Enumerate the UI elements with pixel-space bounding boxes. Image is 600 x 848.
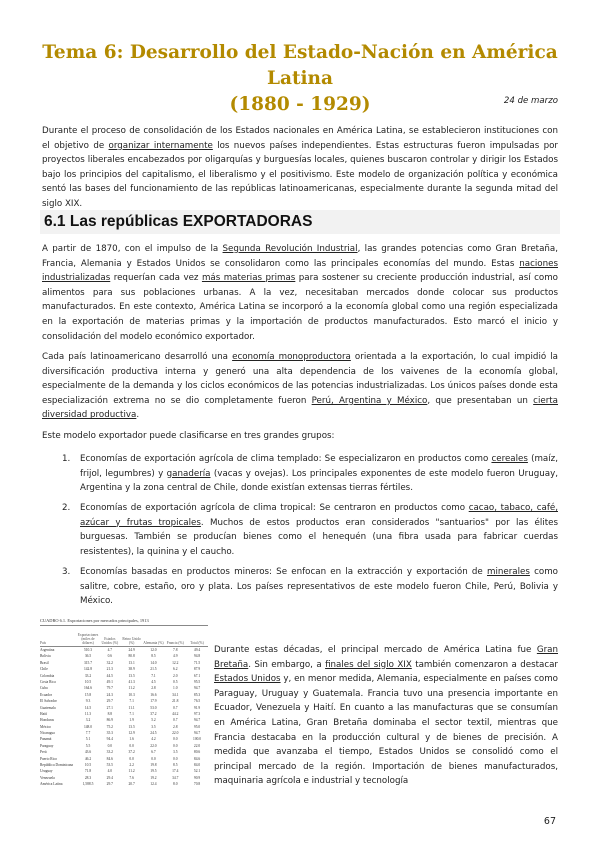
table-cell: 94.7: [193, 718, 201, 723]
table-cell: Puerto Rico: [40, 756, 58, 761]
table-cell: 21.3: [106, 667, 113, 672]
table-cell: 84.6: [193, 756, 201, 761]
table-cell: 43.6: [84, 750, 92, 755]
table-cell: 53.5: [106, 763, 113, 768]
table-cell: 2.0: [173, 673, 178, 678]
table-cell: 3.5: [173, 750, 178, 755]
table-cell: 12.2: [172, 660, 179, 665]
table-cell: 76.5: [193, 699, 201, 704]
table-cell: 80.6: [193, 750, 201, 755]
table-cell: Honduras: [40, 718, 54, 723]
table-cell: 6.2: [173, 667, 178, 672]
table-caption: CUADRO 6.1. Exportaciones por mercados principales, 1913: [40, 618, 149, 623]
table-cell: 4.2: [151, 737, 156, 742]
table-cell: 20.7: [128, 782, 135, 787]
table-cell: 70.8: [193, 782, 201, 787]
document-page: Tema 6: Desarrollo del Estado-Nación en América Latina (1880 - 1929) 24 de marzo Durante el proceso de consolidación de los Estados nacionales en América Latina, se establecieron instituciones con el objetivo de organizar internamente los nuevos países independientes. Estas estructuras fueron impulsadas por proyectos liberales encabezados por oligarquías y burguesías locales, quienes buscaron controlar y dirigir los Estados bajo los principios del capitalismo, el liberalismo y el positivismo. Este modelo de organización política y económica sentó las bases del funcionamiento de las repúblicas latinoamericanas, especialmente durante la segunda mitad del siglo XIX. 6.1 Las repúblicas EXPORTADORAS A partir de 1870, con el impulso de la Segunda Revolución Industrial, las grandes potencias como Gran Bretaña, Francia, Alemania y Estados Unidos se consolidaron como las principales economías del mundo. Estas naciones industrializadas requerían cada vez más materias primas para sostener su creciente producción industrial, así como alimentos para sus poblaciones urbanas. A la vez, necesitaban mercados donde colocar sus productos manufacturados. En este contexto, América Latina se incorporó a la economía global como una región especializada en la exportación de materias primas y la importación de productos manufacturados. Esto marcó el inicio y consolidación del modelo económico exportador. Cada país latinoamericano desarrolló una economía monoproductora orientada a la exportación, lo cual impidió la diversificación productiva interna y generó una alta dependencia de los vaivenes de la economía global, especialmente de la demanda y los ciclos económicos de las potencias industrializadas. Los únicos países donde esta especialización extrema no se dio completamente fueron Perú, Argentina y México, que presentaban un cierta diversidad productiva. Este modelo exportador puede clasificarse en tres grandes grupos: 1. Economías de exportación agrícola de clima templado: Se especializaron en productos como cereales (maíz, frijol, legumbres) y ganadería (vacas y ovejas). Los principales exponentes de este modelo fueron Uruguay, Argentina y la zona central de Chile, donde existían extensas tierras fértiles. 2. Economías de exportación agrícola de clima tropical: Se centraron en productos como cacao, tabaco, café, azúcar y frutas tropicales. Muchos de estos productos eran considerados "santuarios" por las élites burguesas. También se producían bienes como el henequén (una fibra usada para fabricar cuerdas resistentes), la quinina y el caucho. 3. Economías basadas en productos mineros: Se enfocan en la extracción y exportación de minerales como salitre, cobre, estaño, oro y plata. Los países representativos de este modelo fueron Chile, Perú, Bolivia y México. CUADRO 6.1. Exportaciones por mercados principales, 1913 País Exportaciones (miles de dólares) Estados Unidos (%) Reino Unido (%) Alemania (%) Francia (%) Total (%) Argentina 510.3 4.7 24.9 12.0 7.8 49.4 Bolivia 36.5 0.6 80.8 8.5 4.9 94.8 Brasil 315.7 32.2 13.1 14.0 12.2 71.5 Chile 142.8 21.3 38.9 21.5 6.2 87.9 Colombia 33.2 44.5 13.5 7.1 2.0 67.1 Costa Rica 10.5 49.1 41.3 4.5 0.5 95.5 Cuba 164.6 79.7 11.2 2.8 1.0 94.7 Ecuador 15.8 24.3 10.3 16.6 34.1 85.3 El Salvador 9.3 29.7 7.1 17.9 21.8 76.5 Guatemala 14.5 27.1 11.1 53.0 0.7 91.9 Haití 11.3 8.8 7.1 37.2 44.2 97.3 Honduras 3.2 86.9 1.9 5.2 0.7 94.7 México 148.0 75.2 13.5 3.5 2.8 95.0 Nicaragua 7.7 35.3 12.9 24.5 22.0 94.7 Panamá 5.1 94.4 1.6 4.2 0.0 100.0 Paraguay 5.5 0.0 0.0 22.0 0.0 22.0 Perú 43.6 33.2 37.2 6.7 3.5 80.6 Puerto Rico 46.2 84.6 0.0 0.0 0.0 84.6 República Dominicana 10.5 53.5 2.2 19.8 8.5 84.0 Uruguay 71.8 4.0 11.2 19.5 17.4 52.1 Venezuela 28.3 29.4 7.6 19.2 34.7 90.9 América Latina 1,588.5 29.7 20.7 12.4 8.0 70.8 Durante estas décadas, el principal mercado de América Latina fue Gran Bretaña. Sin embargo, a finales del siglo XIX también comenzaron a destacar Estados Unidos y, en menor medida, Alemania, especialmente en países como Paraguay, Uruguay y Guatemala. Francia tuvo una presencia importante en Ecuador, Venezuela y Haití. En cuanto a las manufacturas que se consumían en América Latina, Gran Bretaña dominaba el sector textil, mientras que Francia destacaba en la producción cultural y de bienes de precisión. A medida que avanzaba el tiempo, Estados Unidos se consolidó como el principal mercado de la región. Importación de bienes manufacturados, maquinaria agrícola e industrial y tecnología 67: [0, 0, 600, 848]
table-cell: 28.3: [84, 775, 92, 780]
table-cell: 9.3: [85, 699, 91, 704]
table-cell: Paraguay: [40, 743, 54, 748]
intro-paragraph: Durante el proceso de consolidación de los Estados nacionales en América Latina, se establecieron instituciones con el objetivo de organizar internamente los nuevos países independientes. Estas estructuras fueron impulsadas por proyectos liberales encabezados por oligarquías y burguesías locales, quienes buscaron controlar y dirigir los Estados bajo los principios del capitalismo, el liberalismo y el positivismo. Este modelo de organización política y económica sentó las bases del funcionamiento de las repúblicas latinoamericanas, especialmente durante la segunda mitad del siglo XIX.: [42, 126, 558, 209]
table-cell: 49.1: [106, 679, 113, 684]
table-cell: 0.0: [173, 743, 178, 748]
table-cell: 0.0: [129, 756, 134, 761]
table-cell: Colombia: [40, 673, 55, 678]
table-header: [40, 625, 208, 647]
table-cell: 12.9: [128, 731, 135, 736]
table-cell: 10.3: [128, 692, 135, 697]
table-cell: 84.6: [106, 756, 113, 761]
table-cell: 34.1: [172, 692, 179, 697]
table-header-cell: País: [40, 641, 46, 645]
table-cell: 37.2: [150, 711, 157, 716]
table-cell: 36.5: [84, 654, 92, 659]
table-cell: 8.8: [107, 711, 113, 716]
table-cell: 21.5: [150, 667, 157, 672]
exports-table: [40, 618, 208, 840]
table-header-cell: Total (%): [190, 641, 204, 645]
table-cell: 4.5: [151, 679, 156, 684]
table-cell: 1,588.5: [82, 782, 94, 787]
table-cell: 67.1: [193, 673, 201, 678]
table-cell: 35.3: [106, 731, 113, 736]
table-body: [40, 647, 208, 788]
table-row: [40, 781, 208, 787]
table-cell: 5.5: [85, 743, 91, 748]
table-cell: 7.1: [151, 673, 156, 678]
page-number: 67: [543, 816, 556, 827]
table-cell: 38.9: [128, 667, 135, 672]
table-cell: 1.6: [129, 737, 134, 742]
table-cell: 86.9: [106, 718, 113, 723]
table-cell: 0.0: [151, 756, 156, 761]
table-cell: 37.2: [128, 750, 135, 755]
table-cell: 71.5: [193, 660, 201, 665]
table-header-cell: Francia (%): [166, 641, 184, 645]
table-cell: 22.0: [172, 731, 179, 736]
paragraph-monoproduct: Cada país latinoamericano desarrolló una economía monoproductora orientada a la exportación, lo cual impidió la diversificación productiva interna y generó una alta dependencia de los vaivenes de la economía global, especialmente de la demanda y los ciclos económicos de las potencias industrializadas. Los únicos países donde esta especialización extrema no se dio completamente fueron Perú, Argentina y México, que presentaban un cierta diversidad productiva.: [42, 352, 559, 421]
table-cell: 7.7: [85, 731, 91, 736]
table-cell: 80.8: [128, 654, 135, 659]
table-cell: 91.9: [193, 705, 201, 710]
table-cell: 8.5: [173, 763, 178, 768]
table-cell: 12.0: [150, 648, 157, 652]
table-cell: 6.7: [151, 750, 156, 755]
table-cell: 49.4: [193, 648, 201, 652]
table-cell: 17.9: [150, 699, 157, 704]
table-cell: 11.3: [84, 711, 92, 716]
table-cell: Uruguay: [40, 769, 53, 774]
table-cell: 94.7: [193, 731, 201, 736]
table-cell: 29.4: [106, 775, 113, 780]
table-cell: 33.2: [84, 673, 92, 678]
table-cell: 1.0: [173, 686, 178, 691]
table-cell: 1.9: [129, 718, 134, 723]
table-cell: 24.3: [106, 692, 113, 697]
table-cell: 19.8: [150, 763, 157, 768]
table-cell: 97.3: [193, 711, 201, 716]
table-cell: Panamá: [40, 737, 52, 742]
table-cell: 24.9: [128, 648, 135, 652]
table-cell: 17.4: [172, 769, 179, 774]
table-cell: 164.6: [83, 686, 93, 691]
table-cell: 19.2: [150, 775, 157, 780]
table-cell: Brasil: [40, 660, 49, 665]
table-cell: Venezuela: [40, 775, 55, 780]
table-cell: Guatemala: [40, 705, 56, 710]
table-cell: Chile: [40, 667, 48, 672]
table-cell: 11.2: [128, 769, 135, 774]
table-cell: 33.2: [106, 750, 113, 755]
table-cell: 10.5: [84, 763, 92, 768]
table-cell: 85.3: [193, 692, 201, 697]
table-cell: 3.2: [85, 718, 91, 723]
table-cell: 2.8: [173, 724, 178, 729]
table-cell: 27.1: [106, 705, 113, 710]
table-cell: 11.2: [128, 686, 135, 691]
table-cell: Costa Rica: [40, 679, 56, 684]
table-cell: 94.8: [193, 654, 201, 659]
table-cell: 12.4: [150, 782, 157, 787]
table-cell: 0.0: [173, 737, 178, 742]
table-cell: 41.3: [128, 679, 135, 684]
table-cell: 95.5: [193, 679, 201, 684]
paragraph-markets: Durante estas décadas, el principal mercado de América Latina fue Gran Bretaña. Sin embargo, a finales del siglo XIX también comenzaron a destacar Estados Unidos y, en menor medida, Alemania, especialmente en países como Paraguay, Uruguay y Guatemala. Francia tuvo una presencia importante en Ecuador, Venezuela y Haití. En cuanto a las manufacturas que se consumían en América Latina, Gran Bretaña dominaba el sector textil, mientras que Francia destacaba en la producción cultural y de bienes de precisión. A medida que avanzaba el tiempo, Estados Unidos se consolidó como el principal mercado de la región. Importación de bienes manufacturados, maquinaria agrícola e industrial y tecnología: [214, 645, 558, 787]
table-cell: 0.0: [173, 756, 178, 761]
table-cell: 3.5: [151, 724, 156, 729]
table-cell: 53.0: [150, 705, 157, 710]
table-cell: Haití: [40, 711, 48, 716]
table-cell: 75.2: [106, 724, 113, 729]
table-cell: 90.9: [193, 775, 201, 780]
table-cell: América Latina: [40, 782, 63, 787]
table-cell: 46.2: [84, 756, 92, 761]
paragraph-industrial: A partir de 1870, con el impulso de la Segunda Revolución Industrial, las grandes potencias como Gran Bretaña, Francia, Alemania y Estados Unidos se consolidaron como las principales economías del mundo. Estas naciones industrializadas requerían cada vez más materias primas para sostener su creciente producción industrial, así como alimentos para sus poblaciones urbanas. A la vez, necesitaban mercados donde colocar sus productos manufacturados. En este contexto, América Latina se incorporó a la economía global como una región especializada en la exportación de materias primas y la importación de productos manufacturados. Esto marcó el inicio y consolidación del modelo económico exportador.: [42, 244, 558, 342]
table-cell: 14.5: [84, 705, 92, 710]
table-header-cell: Estados Unidos (%): [101, 637, 119, 645]
table-header-cell: Alemania (%): [143, 641, 164, 645]
table-cell: República Dominicana: [40, 763, 74, 768]
table-cell: 32.2: [106, 660, 113, 665]
table-cell: 4.9: [173, 654, 178, 659]
title-line-2: (1880 - 1929): [229, 94, 371, 115]
table-cell: 0.0: [129, 743, 134, 748]
table-cell: 52.1: [193, 769, 201, 774]
table-cell: 94.4: [106, 737, 113, 742]
table-cell: 142.8: [83, 667, 93, 672]
table-cell: 315.7: [83, 660, 93, 665]
table-cell: 15.8: [84, 692, 92, 697]
table-cell: 0.5: [173, 679, 178, 684]
table-cell: 4.7: [107, 648, 113, 652]
date-label: 24 de marzo: [503, 96, 558, 106]
table-cell: 19.5: [150, 769, 157, 774]
table-cell: 4.0: [107, 769, 113, 774]
table-cell: 7.1: [129, 711, 134, 716]
table-cell: 16.6: [150, 692, 157, 697]
table-cell: 2.8: [151, 686, 156, 691]
table-cell: Bolivia: [40, 654, 51, 659]
section-title: 6.1 Las repúblicas EXPORTADORAS: [44, 213, 313, 230]
table-cell: 13.5: [128, 724, 135, 729]
paragraph-classification: Este modelo exportador puede clasificarse en tres grandes grupos:: [42, 431, 335, 441]
section-heading: [40, 210, 560, 234]
table-cell: 7.6: [129, 775, 134, 780]
table-cell: 71.8: [84, 769, 92, 774]
table-cell: 79.7: [106, 686, 113, 691]
table-cell: 94.7: [193, 686, 201, 691]
table-cell: 0.7: [173, 718, 178, 723]
table-cell: El Salvador: [40, 699, 57, 704]
table-cell: 95.0: [193, 724, 201, 729]
table-cell: 8.5: [151, 654, 156, 659]
table-cell: 44.2: [172, 711, 179, 716]
table-cell: 13.5: [128, 673, 135, 678]
table-cell: 24.5: [150, 731, 157, 736]
table-cell: Perú: [40, 750, 47, 755]
table-cell: 11.1: [128, 705, 135, 710]
table-cell: 22.0: [193, 743, 201, 748]
table-header-cell: Exportaciones (miles de dólares): [77, 633, 99, 645]
title-line-1: Tema 6: Desarrollo del Estado-Nación en América Latina: [42, 42, 558, 89]
table-cell: 0.6: [107, 654, 113, 659]
table-cell: 29.7: [106, 699, 113, 704]
table-cell: 7.8: [173, 648, 178, 652]
table-cell: 10.5: [84, 679, 92, 684]
table-cell: Ecuador: [40, 692, 52, 697]
table-cell: 100.0: [193, 737, 202, 742]
table-cell: 5.2: [151, 718, 156, 723]
table-cell: 7.1: [129, 699, 134, 704]
table-cell: 14.0: [150, 660, 157, 665]
table-cell: 29.7: [106, 782, 113, 787]
table-cell: 5.1: [85, 737, 91, 742]
table-cell: México: [40, 724, 51, 729]
table-cell: 13.1: [128, 660, 135, 665]
table-cell: 22.0: [150, 743, 157, 748]
table-cell: 0.7: [173, 705, 178, 710]
table-header-cell: Reino Unido (%): [122, 637, 141, 645]
table-cell: 510.3: [83, 648, 93, 652]
table-cell: Nicaragua: [40, 731, 55, 736]
table-cell: 2.2: [129, 763, 134, 768]
table-cell: Cuba: [40, 686, 48, 691]
table-cell: 44.5: [106, 673, 113, 678]
table-cell: 87.9: [193, 667, 201, 672]
table-cell: 148.0: [83, 724, 93, 729]
table-cell: 0.0: [107, 743, 113, 748]
table-cell: Argentina: [40, 648, 55, 652]
table-cell: 34.7: [172, 775, 179, 780]
page-title: [40, 40, 560, 118]
table-cell: 84.0: [193, 763, 201, 768]
table-cell: 21.8: [172, 699, 179, 704]
table-cell: 8.0: [173, 782, 178, 787]
